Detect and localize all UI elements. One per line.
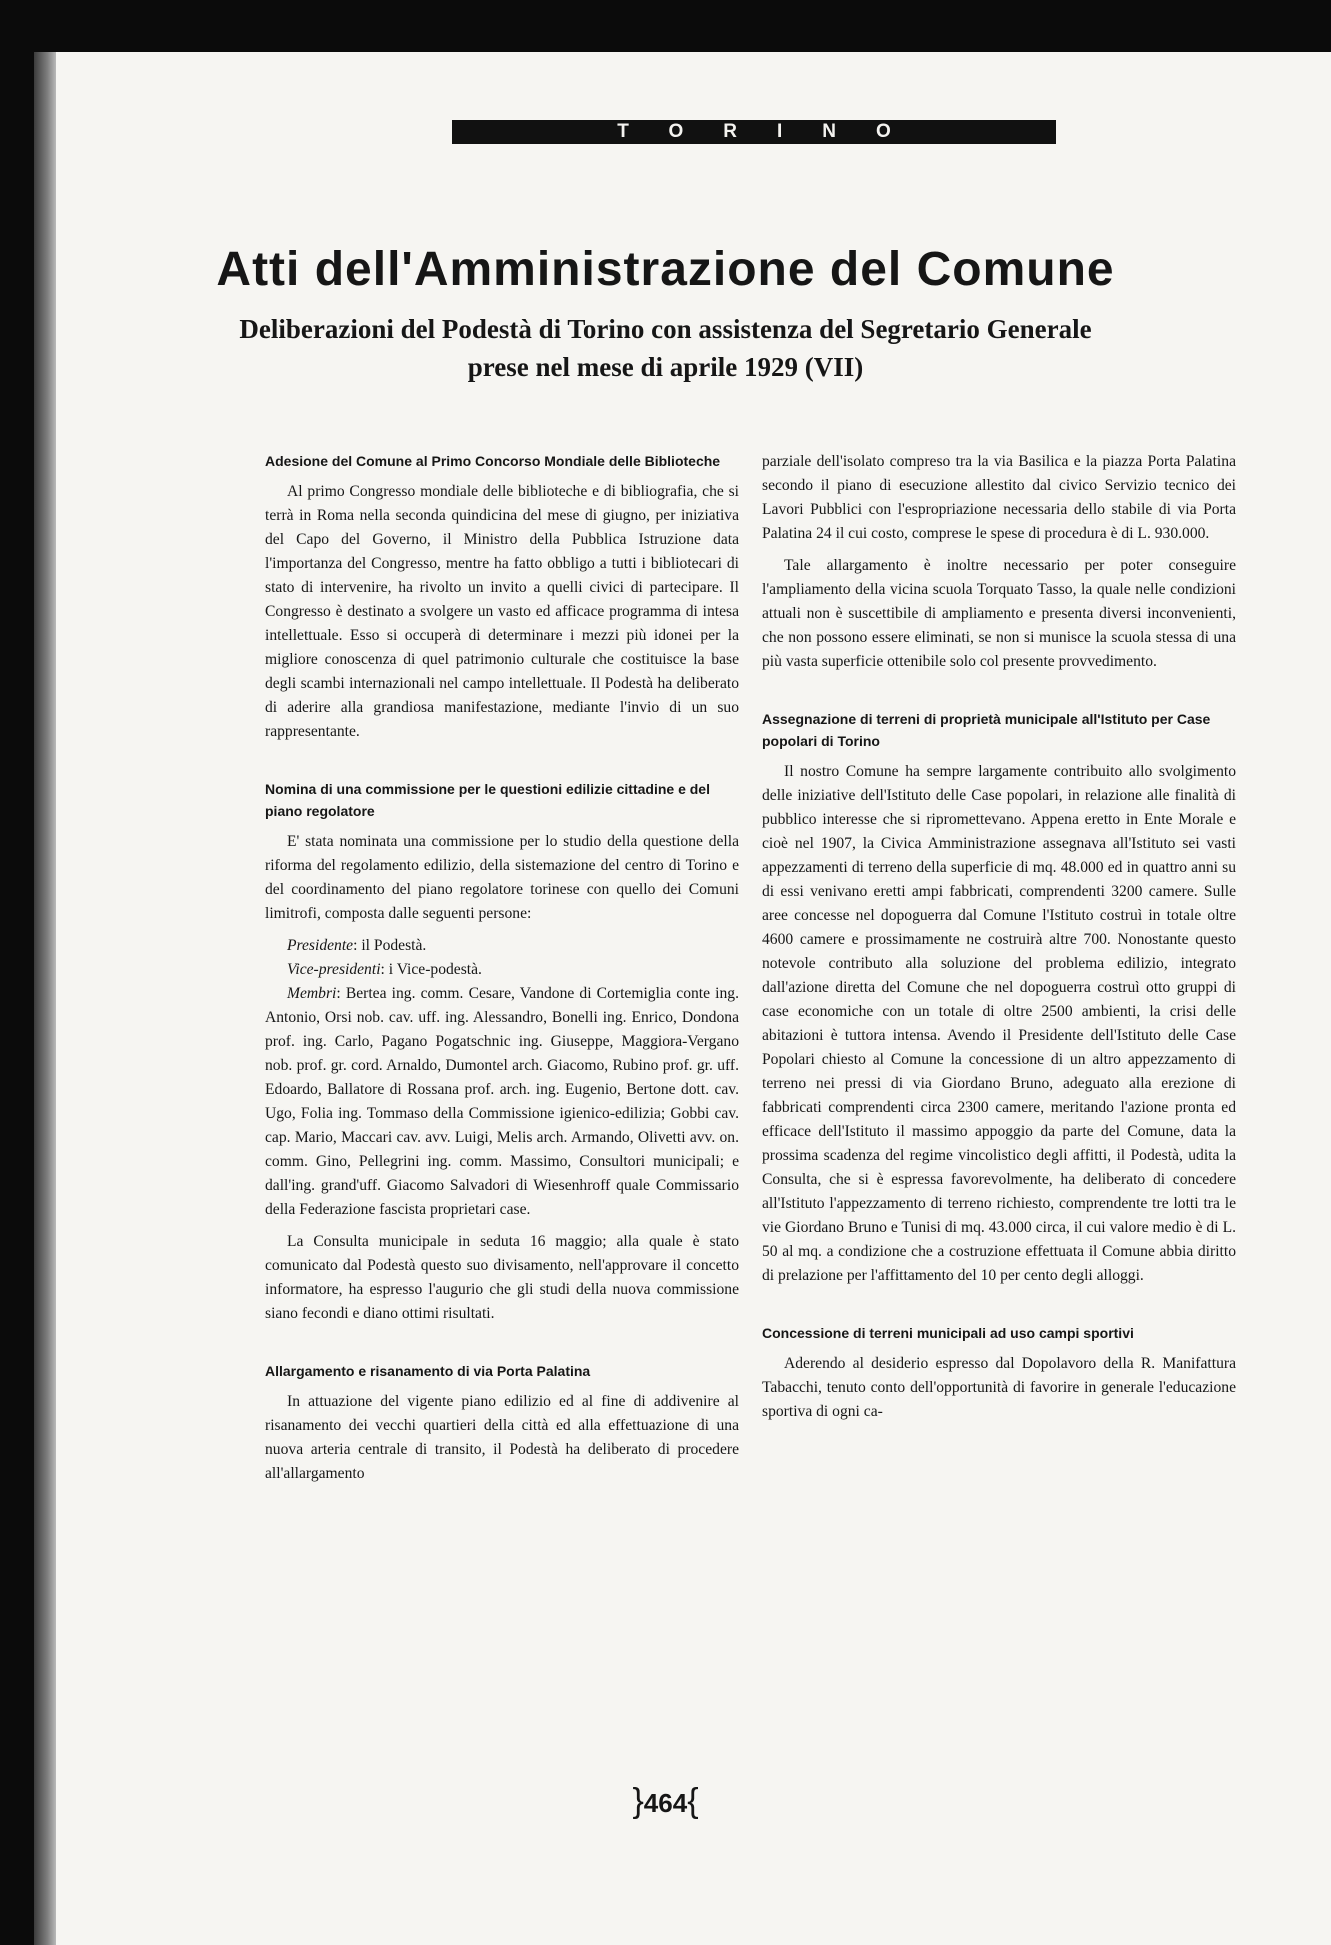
section-heading-porta-palatina: Allargamento e risanamento di via Porta Palatina (265, 1363, 591, 1379)
section-heading-campi-sportivi: Concessione di terreni municipali ad uso campi sportivi (762, 1325, 1134, 1341)
section-heading-biblioteche: Adesione del Comune al Primo Concorso Mondiale delle Biblioteche (265, 453, 721, 469)
paragraph: E' stata nominata una commissione per lo studio della questione della riforma del regolamento edilizio, della sistemazione del centro di Torino e del coordinamento del piano regolatore torinese con quello dei Comuni limitrofi, composta dalle seguenti persone: (265, 833, 739, 922)
header-banner (452, 120, 1056, 144)
paragraph: Il nostro Comune ha sempre largamente contribuito allo svolgimento delle iniziative dell'Istituto delle Case popolari, in relazione alle finalità di pubblico interesse che si ripromettevano. Appena eretto in Ente Morale e cioè nel 1907, la Civica Amministrazione assegnava all'Istituto sei vasti appezzamenti di terreno della superficie di mq. 48.000 ed in quattro anni su di essi venivano eretti ampi fabbricati, comprendenti 3200 camere. Sulle aree concesse nel dopoguerra dal Comune l'Istituto costruì in totale oltre 4600 camere e prossimamente ne costruirà altre 700. Nonostante questo notevole contributo alla soluzione del problema edilizio, integrato dall'azione diretta del Comune che nel dopoguerra costruì otto gruppi di case economiche con un totale di oltre 2500 ambienti, la crisi delle abitazioni è tuttora intensa. Avendo il Presidente dell'Istituto delle Case Popolari chiesto al Comune la concessione di un altro appezzamento di terreno nei pressi di via Giordano Bruno, adeguato alla erezione di fabbricati comprendenti circa 2300 camere, meritando l'azione pronta ed efficace dell'Istituto il massimo appoggio da parte del Comune, data la prossima scadenza del regime vincolistico degli affitti, il Podestà, udita la Consulta, che si è espressa favorevolmente, ha deliberato di concedere all'Istituto l'appezzamento di terreno richiesto, comprendente tre lotti tra le vie Giordano Bruno e Tunisi di mq. 43.000 circa, il cui valore medio è di L. 50 al mq. a condizione che a costruzione effettuata il Comune abbia diritto di prelazione per l'affittamento del 10 per cento degli alloggi. (762, 763, 1236, 1284)
paragraph: La Consulta municipale in seduta 16 maggio; alla quale è stato comunicato dal Podestà questo suo divisamento, nell'approvare il concetto informatore, ha espresso l'augurio che gli studi della nuova commissione siano fecondi e diano ottimi risultati. (265, 1233, 739, 1322)
left-column (265, 450, 739, 1494)
paragraph: Aderendo al desiderio espresso dal Dopolavoro della R. Manifattura Tabacchi, tenuto conto dell'opportunità di favorire in generale l'educazione sportiva di ogni ca- (762, 1355, 1236, 1420)
role-label: Vice-presidenti (287, 961, 381, 978)
right-column (762, 450, 1236, 1432)
role-membri (265, 982, 739, 1222)
section-gap (265, 752, 739, 778)
role-value: : il Podestà. (353, 937, 427, 954)
banner-text: TORINO (617, 121, 931, 142)
subtitle-line-2: prese nel mese di aprile 1929 (VII) (467, 352, 864, 382)
subtitle-line-1: Deliberazioni del Podestà di Torino con assistenza del Segretario Generale (239, 314, 1092, 344)
section-heading-case-popolari: Assegnazione di terreni di proprietà municipale all'Istituto per Case popolari di Torino (762, 711, 1211, 749)
paragraph: In attuazione del vigente piano edilizio ed al fine di addivenire al risanamento dei vecchi quartieri della città ed alla effettuazione di una nuova arteria centrale di transito, il Podestà ha deliberato di procedere all'allargamento (265, 1393, 739, 1482)
section-gap (265, 1334, 739, 1360)
role-presidente (265, 934, 739, 958)
section-gap (762, 682, 1236, 708)
section-heading-commissione: Nomina di una commissione per le questioni edilizie cittadine e del piano regolatore (265, 781, 710, 819)
paragraph-continuation: parziale dell'isolato compreso tra la via Basilica e la piazza Porta Palatina secondo il piano di esecuzione allestito dal civico Servizio tecnico dei Lavori Pubblici con l'espropriazione necessaria dello stabile di via Porta Palatina 24 il cui costo, comprese le spese di procedura è di L. 930.000. (762, 453, 1236, 542)
page-number-value: 464 (643, 1788, 688, 1818)
scan-border-top (0, 0, 1331, 52)
bracket-left: } (632, 1782, 644, 1820)
paragraph: Tale allargamento è inoltre necessario per poter conseguire l'ampliamento della vicina scuola Torquato Tasso, la quale nelle condizioni attuali non è suscettibile di ampliamento e presenta diversi inconvenienti, che non possono essere eliminati, se non si munisce la scuola stessa di una più vasta superficie ottenibile solo col presente provvedimento. (762, 557, 1236, 670)
section-gap (762, 1296, 1236, 1322)
role-vice-presidenti (265, 958, 739, 982)
commission-members (265, 934, 739, 1222)
role-label: Membri (287, 985, 337, 1002)
bracket-right: { (687, 1782, 699, 1820)
page-title: Atti dell'Amministrazione del Comune (216, 243, 1115, 296)
page-number (0, 1782, 1331, 1821)
paragraph: Al primo Congresso mondiale delle biblioteche e di bibliografia, che si terrà in Roma nella seconda quindicina del mese di giugno, per iniziativa del Capo del Governo, il Ministro della Pubblica Istruzione data l'importanza del Congresso, mentre ha fatto obbligo a tutti i bibliotecari di stato di intervenire, ha rivolto un invito a quelli civici di partecipare. Il Congresso è destinato a svolgere un vasto ed afficace programma di intesa intellettuale. Esso si occuperà di determinare i mezzi più idonei per la migliore conoscenza di quel patrimonio culturale che costituisce la base degli scambi internazionali nel campo intellettuale. Il Podestà ha deliberato di aderire alla grandiosa manifestazione, mediante l'invio di un suo rappresentante. (265, 483, 739, 740)
role-label: Presidente (287, 937, 354, 954)
role-value: : i Vice-podestà. (380, 961, 482, 978)
role-value: : Bertea ing. comm. Cesare, Vandone di Cortemiglia conte ing. Antonio, Orsi nob. cav. uff. ing. Alessandro, Bonelli ing. Enrico, Dondona prof. ing. Carlo, Pagano Pogatschnic ing. Giuseppe, Maggiora-Vergano nob. prof. gr. cord. Arnaldo, Dumontel arch. Giacomo, Rubino prof. gr. uff. Edoardo, Ballatore di Rossana prof. arch. ing. Eugenio, Bertone dott. cav. Ugo, Folia ing. Tommaso della Commissione igienico-edilizia; Gobbi cav. cap. Mario, Maccari cav. avv. Luigi, Melis arch. Armando, Olivetti avv. on. comm. Gino, Pellegrini ing. comm. Massimo, Consultori municipali; e dall'ing. grand'uff. Giacomo Salvadori di Wiesenhroff quale Commissario della Federazione fascista proprietari case. (265, 985, 739, 1218)
